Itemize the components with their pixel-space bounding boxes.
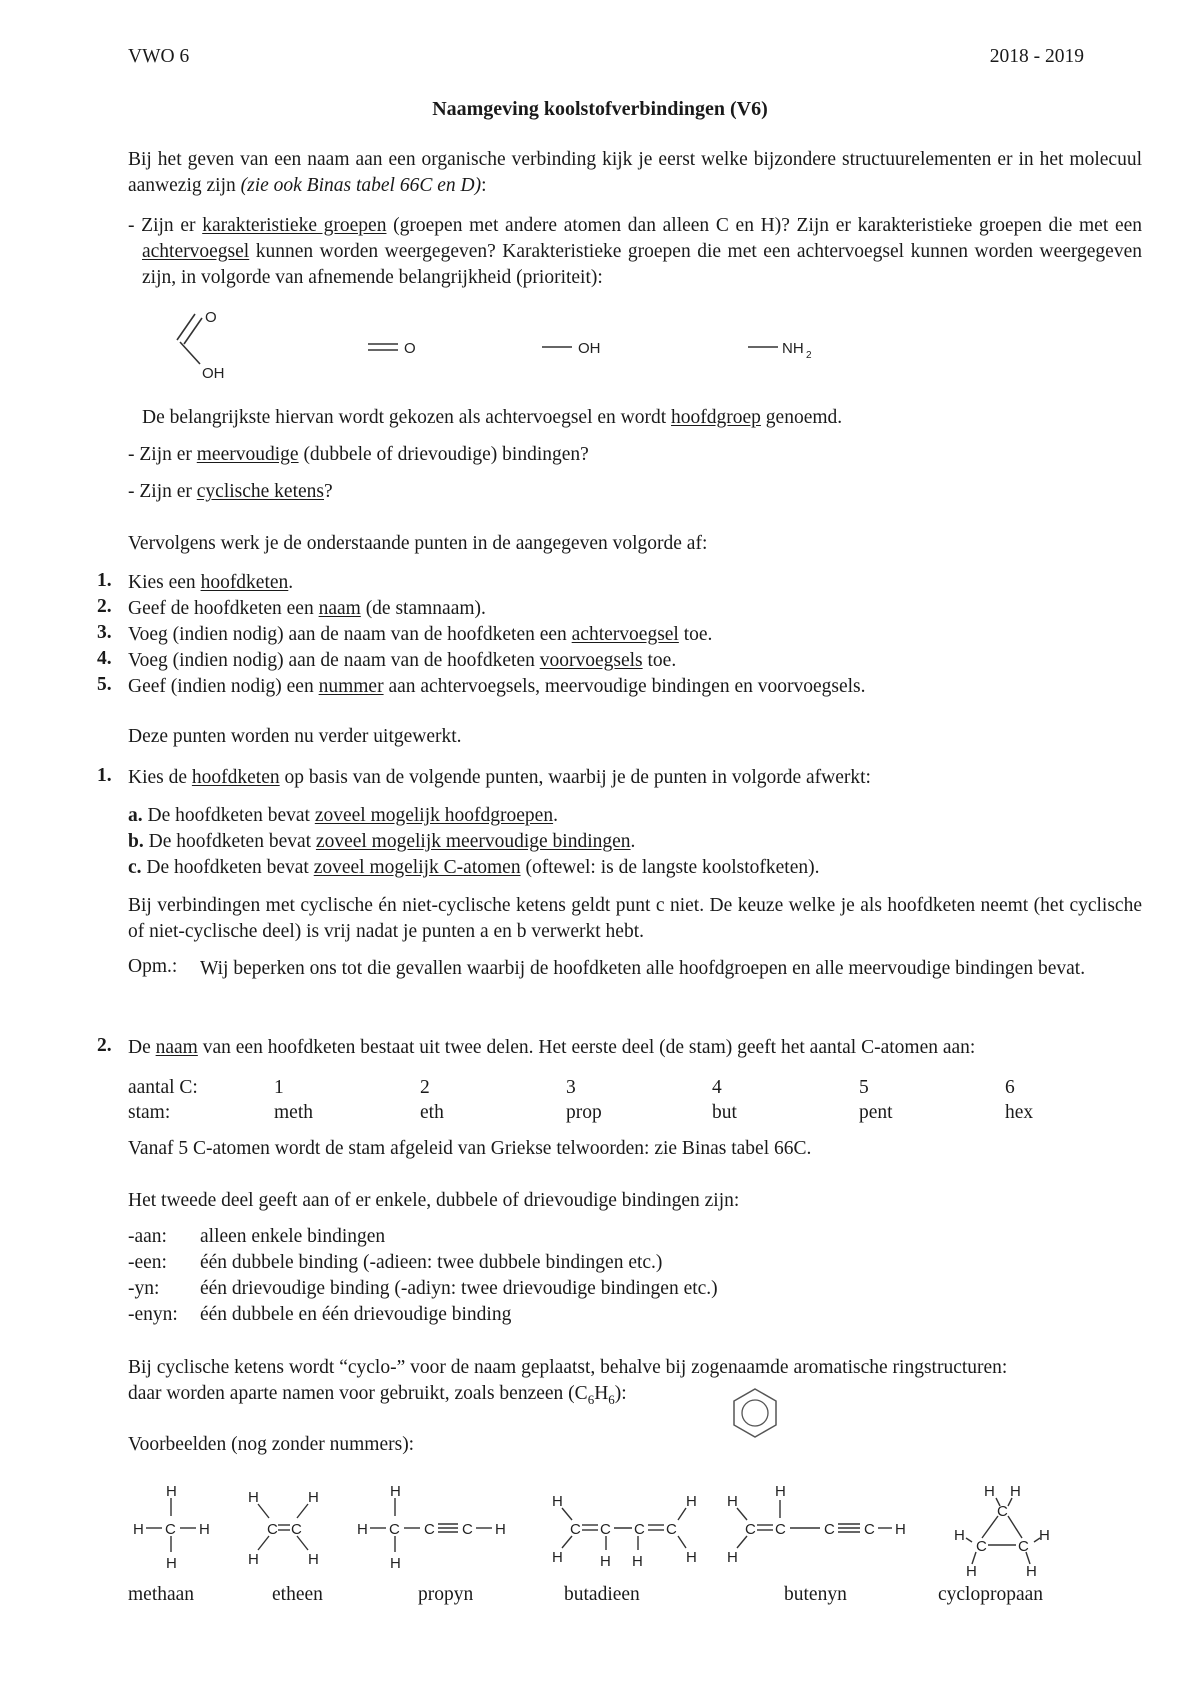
table-cell: 2 <box>420 1077 430 1098</box>
criterion-text: De hoofdketen bevat <box>143 831 316 852</box>
intro-text: Bij het geven van een naam aan een organische verbinding kijk je eerst welke bijzondere structuurelementen er in het molecuul aanwezig zijn <box>128 149 1142 196</box>
bullet-multiple-bonds <box>128 442 1142 468</box>
term-hoofdgroep: hoofdgroep <box>671 407 761 428</box>
criterion-item <box>128 803 1142 829</box>
table-cell: prop <box>566 1102 602 1123</box>
atom-label: C <box>570 1521 581 1538</box>
criterion-letter: a. <box>128 805 143 826</box>
criterion-term: zoveel mogelijk C-atomen <box>313 857 521 878</box>
hydroxyl-group <box>542 340 601 357</box>
section-text: op basis van de volgende punten, waarbij je de punten in volgorde afwerkt: <box>279 767 871 788</box>
section-number: 1. <box>97 765 112 786</box>
step-text: Geef (indien nodig) een <box>128 676 319 697</box>
intro-reference: (zie ook Binas tabel 66C en D) <box>240 175 482 196</box>
term-cyclische-ketens: cyclische ketens <box>196 481 325 502</box>
atom-label-o: O <box>205 309 217 326</box>
atom-label: H <box>600 1553 611 1570</box>
note-text: daar worden aparte namen voor gebruikt, zoals benzeen (C <box>128 1383 588 1404</box>
criterion-letter: c. <box>128 857 142 878</box>
atom-label: H <box>495 1521 506 1538</box>
cyclic-rule: Bij verbindingen met cyclische én niet-cyclische ketens geldt punt c niet. De keuze welke je als hoofdketen neemt (het cyclische of niet-cyclische deel) is vrij nadat je punten a en b verwerkt hebt. <box>128 895 1142 942</box>
table-cell: hex <box>1005 1102 1034 1123</box>
atom-label: H <box>966 1563 977 1580</box>
suffix-term: -aan: <box>128 1226 167 1247</box>
definition-text: De belangrijkste hiervan wordt gekozen als achtervoegsel en wordt <box>142 407 672 428</box>
term-naam: naam <box>318 598 361 619</box>
intro-colon: : <box>481 175 487 196</box>
subscript: 6 <box>608 1391 615 1407</box>
table-cell: pent <box>859 1102 893 1123</box>
hoofdgroep-definition <box>142 405 1156 431</box>
atom-label: H <box>308 1551 319 1568</box>
step-number: 4. <box>97 648 112 669</box>
step-text: . <box>288 572 294 593</box>
example-structures <box>120 1480 1080 1580</box>
term-hoofdketen: hoofdketen <box>191 767 280 788</box>
step-text: aan achtervoegsels, meervoudige bindingen en voorvoegsels. <box>383 676 866 697</box>
criterion-text: (oftewel: is de langste koolstofketen). <box>520 857 820 878</box>
intro-paragraph <box>128 147 1142 199</box>
atom-label: H <box>552 1493 563 1510</box>
bullet-text: (dubbele of drievoudige) bindingen? <box>298 444 589 465</box>
criterion-term: zoveel mogelijk hoofdgroepen <box>314 805 554 826</box>
criterion-text: . <box>630 831 636 852</box>
section-number: 2. <box>97 1035 112 1056</box>
section2-intro <box>128 1035 1142 1061</box>
greek-note: Vanaf 5 C-atomen wordt de stam afgeleid van Griekse telwoorden: zie Binas tabel 66C. <box>128 1138 812 1159</box>
example-name: propyn <box>418 1584 474 1605</box>
step-text: (de stamnaam). <box>360 598 486 619</box>
term-karakteristieke-groepen: karakteristieke groepen <box>202 215 387 236</box>
step-item <box>128 596 1142 622</box>
term-hoofdketen: hoofdketen <box>200 572 289 593</box>
bullet-text: (groepen met andere atomen dan alleen C en H)? Zijn er karakteristieke groepen die met een <box>386 215 1143 236</box>
amine-group <box>748 340 812 361</box>
suffix-description: één dubbele en één drievoudige binding <box>200 1304 512 1325</box>
table-row-label: stam: <box>128 1102 171 1123</box>
atom-label: C <box>634 1521 645 1538</box>
criterion-item <box>128 855 1142 881</box>
table-cell: 6 <box>1005 1077 1015 1098</box>
step-item <box>128 622 1142 648</box>
atom-label: H <box>727 1493 738 1510</box>
criterion-text: . <box>553 805 558 826</box>
step-text: Voeg (indien nodig) aan de naam van de hoofdketen <box>128 650 540 671</box>
step-item <box>128 570 1142 596</box>
atom-label: H <box>775 1483 786 1500</box>
functional-groups-figure <box>160 300 812 382</box>
atom-label: C <box>666 1521 677 1538</box>
table-cell: eth <box>420 1102 444 1123</box>
bullet-text: ? <box>324 481 333 502</box>
school-year: 2018 - 2019 <box>989 46 1084 67</box>
term-achtervoegsel: achtervoegsel <box>571 624 679 645</box>
steps-intro: Vervolgens werk je de onderstaande punten in de aangegeven volgorde af: <box>128 533 708 554</box>
atom-label: C <box>864 1521 875 1538</box>
step-number: 3. <box>97 622 112 643</box>
example-name: cyclopropaan <box>938 1584 1044 1605</box>
step-text: Geef de hoofdketen een <box>128 598 319 619</box>
class-label: VWO 6 <box>128 46 190 67</box>
table-cell: 1 <box>274 1077 284 1098</box>
bullet-cyclic-chains <box>128 479 1142 505</box>
suffix-description: alleen enkele bindingen <box>200 1226 386 1247</box>
atom-label: H <box>632 1553 643 1570</box>
second-part-intro: Het tweede deel geeft aan of er enkele, dubbele of drievoudige bindingen zijn: <box>128 1190 740 1211</box>
atom-label: C <box>389 1521 400 1538</box>
benzene-note <box>128 1381 1142 1413</box>
atom-label: H <box>248 1489 259 1506</box>
step-text: toe. <box>642 650 677 671</box>
atom-label: H <box>1010 1483 1021 1500</box>
atom-label: C <box>267 1521 278 1538</box>
atom-label: H <box>984 1483 995 1500</box>
example-name: etheen <box>272 1584 323 1605</box>
table-cell: 4 <box>712 1077 722 1098</box>
bullet-text: - Zijn er <box>128 215 203 236</box>
criterion-letter: b. <box>128 831 144 852</box>
step-item <box>128 648 1142 674</box>
step-text: Voeg (indien nodig) aan de naam van de hoofdketen een <box>128 624 572 645</box>
bullet-text: - Zijn er <box>128 481 197 502</box>
criterion-text: De hoofdketen bevat <box>141 857 314 878</box>
carboxylic-acid-group <box>177 309 225 382</box>
criterion-item <box>128 829 1142 855</box>
section-text: van een hoofdketen bestaat uit twee delen. Het eerste deel (de stam) geeft het aantal C-atomen aan: <box>197 1037 976 1058</box>
atom-label: H <box>248 1551 259 1568</box>
section1-intro <box>128 765 1142 791</box>
page-title: Naamgeving koolstofverbindingen (V6) <box>432 98 768 120</box>
suffix-term: -enyn: <box>128 1304 178 1325</box>
section-text: De <box>128 1037 156 1058</box>
examples-label: Voorbeelden (nog zonder nummers): <box>128 1434 415 1455</box>
atom-label: C <box>600 1521 611 1538</box>
atom-label: H <box>357 1521 368 1538</box>
atom-label: C <box>824 1521 835 1538</box>
atom-label: C <box>745 1521 756 1538</box>
atom-label: H <box>166 1483 177 1500</box>
atom-label-nh: NH <box>782 340 804 357</box>
table-cell: 5 <box>859 1077 869 1098</box>
suffix-description: één drievoudige binding (-adiyn: twee drievoudige bindingen etc.) <box>200 1278 718 1299</box>
step-text: toe. <box>678 624 713 645</box>
atom-label: C <box>976 1538 987 1555</box>
table-cell: 3 <box>566 1077 576 1098</box>
atom-label: C <box>165 1521 176 1538</box>
carbonyl-group <box>368 340 416 357</box>
atom-label: H <box>166 1555 177 1572</box>
example-name: butenyn <box>784 1584 847 1605</box>
suffix-term: -yn: <box>128 1278 160 1299</box>
elaboration-note: Deze punten worden nu verder uitgewerkt. <box>128 726 462 747</box>
bullet-text: - Zijn er <box>128 444 197 465</box>
subscript: 6 <box>587 1391 595 1407</box>
term-naam: naam <box>155 1037 198 1058</box>
atom-label: C <box>997 1503 1008 1520</box>
example-name: butadieen <box>564 1584 640 1605</box>
atom-label: H <box>895 1521 906 1538</box>
cyclo-rule: Bij cyclische ketens wordt “cyclo-” voor de naam geplaatst, behalve bij zogenaamde aromatische ringstructuren: <box>128 1357 1008 1378</box>
atom-label: H <box>552 1549 563 1566</box>
atom-label: C <box>775 1521 786 1538</box>
step-number: 1. <box>97 570 112 591</box>
remark-label: Opm.: <box>128 956 178 977</box>
atom-label: H <box>686 1493 697 1510</box>
example-name: methaan <box>128 1584 195 1605</box>
term-meervoudige: meervoudige <box>196 444 299 465</box>
step-number: 5. <box>97 674 112 695</box>
suffix-description: één dubbele binding (-adieen: twee dubbele bindingen etc.) <box>200 1252 663 1273</box>
term-voorvoegsels: voorvoegsels <box>539 650 643 671</box>
note-text: H <box>594 1383 609 1404</box>
remark-text: Wij beperken ons tot die gevallen waarbij de hoofdketen alle hoofdgroepen en alle meervoudige bindingen bevat. <box>200 958 1086 979</box>
atom-label: H <box>390 1555 401 1572</box>
atom-label: C <box>462 1521 473 1538</box>
term-achtervoegsel: achtervoegsel <box>142 241 250 262</box>
atom-label: H <box>954 1527 965 1544</box>
atom-label: C <box>1018 1538 1029 1555</box>
atom-label-oh: OH <box>578 340 601 357</box>
step-text: Kies een <box>128 572 201 593</box>
atom-label: H <box>727 1549 738 1566</box>
atom-label: H <box>199 1521 210 1538</box>
section-text: Kies de <box>128 767 192 788</box>
atom-label: H <box>308 1489 319 1506</box>
atom-label: C <box>424 1521 435 1538</box>
atom-label: H <box>390 1483 401 1500</box>
note-text: ): <box>614 1383 627 1404</box>
definition-text: genoemd. <box>760 407 843 428</box>
bullet-text: kunnen worden weergegeven? Karakteristieke groepen die met een achtervoegsel kunnen worden weergegeven zijn, in volgorde van afnemende belangrijkheid (prioriteit): <box>142 241 1142 288</box>
table-row-label: aantal C: <box>128 1077 198 1098</box>
step-number: 2. <box>97 596 112 617</box>
term-nummer: nummer <box>318 676 384 697</box>
table-cell: meth <box>274 1102 313 1123</box>
step-item <box>128 674 1142 700</box>
criterion-term: zoveel mogelijk meervoudige bindingen <box>315 831 631 852</box>
suffix-term: -een: <box>128 1252 167 1273</box>
atom-label: H <box>133 1521 144 1538</box>
atom-label: H <box>686 1549 697 1566</box>
atom-label: H <box>1039 1527 1050 1544</box>
atom-label: H <box>1026 1563 1037 1580</box>
table-cell: but <box>712 1102 737 1123</box>
criterion-text: De hoofdketen bevat <box>142 805 315 826</box>
atom-label-o: O <box>404 340 416 357</box>
atom-label-oh: OH <box>202 365 225 382</box>
atom-label: C <box>291 1521 302 1538</box>
bullet-characteristic-groups <box>128 213 1142 291</box>
atom-subscript: 2 <box>806 350 812 361</box>
